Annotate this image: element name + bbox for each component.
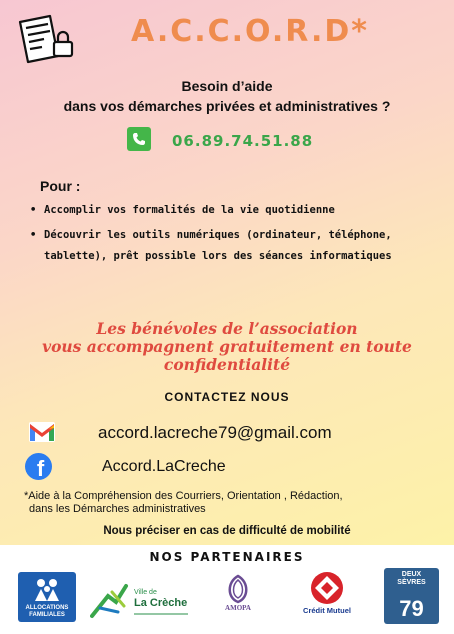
subtitle-line-1: Besoin d’aide	[181, 78, 273, 94]
slogan-line-2: vous accompagnent gratuitement en toute	[42, 337, 412, 356]
caf-figures-icon	[32, 577, 62, 603]
contact-heading: CONTACTEZ NOUS	[164, 390, 290, 404]
creche-big: La Crèche	[134, 597, 188, 609]
footnote	[24, 490, 434, 516]
facebook-icon: f	[25, 453, 52, 480]
deux-sevres-text	[384, 571, 439, 587]
credit-mutuel-text: Crédit Mutuel	[303, 606, 351, 615]
gmail-icon	[29, 420, 55, 442]
email-link[interactable]: accord.lacreche79@gmail.com	[98, 423, 332, 442]
subtitle	[0, 76, 454, 116]
footnote-line-1: *Aide à la Compréhension des Courriers, Orientation , Rédaction,	[24, 490, 343, 502]
caf-label	[26, 605, 69, 622]
la-creche-text	[134, 587, 187, 609]
services-heading: Pour :	[40, 178, 81, 194]
list-item: • Découvrir les outils numériques (ordinateur, téléphone, tablette), prêt possible lors des séances informatiques	[30, 225, 430, 267]
facebook-link[interactable]: Accord.LaCreche	[102, 458, 226, 475]
slogan-line-3: confidentialité	[163, 355, 291, 374]
caf-label-2: FAMILIALES	[29, 612, 65, 618]
document-lock-icon	[14, 12, 82, 70]
services-list	[30, 200, 430, 271]
caf-label-1: ALLOCATIONS	[25, 605, 69, 611]
mobility-note: Nous préciser en cas de difficulté de mobilité	[103, 525, 351, 537]
subtitle-line-2: dans vos démarches privées et administratives ?	[63, 98, 391, 114]
credit-mutuel-logo	[295, 570, 359, 624]
page-title: A.C.C.O.R.D*	[131, 14, 369, 49]
partners-heading: NOS PARTENAIRES	[149, 550, 305, 564]
slogan-line-1: Les bénévoles de l’association	[96, 319, 358, 338]
caf-logo	[18, 572, 76, 622]
footnote-line-2: dans les Démarches administratives	[29, 503, 206, 515]
deux-sevres-number: 79	[399, 596, 424, 621]
deux-sevres-line-2: SÈVRES	[397, 579, 426, 586]
phone-number[interactable]: 06.89.74.51.88	[172, 132, 314, 150]
list-item: • Accomplir vos formalités de la vie quotidienne	[30, 200, 430, 221]
phone-icon	[127, 127, 151, 151]
amopa-logo	[207, 572, 269, 622]
creche-small: Ville de	[134, 589, 157, 596]
amopa-text: AMOPA	[225, 604, 251, 612]
slogan	[20, 320, 434, 374]
deux-sevres-line-1: DEUX	[401, 571, 422, 578]
